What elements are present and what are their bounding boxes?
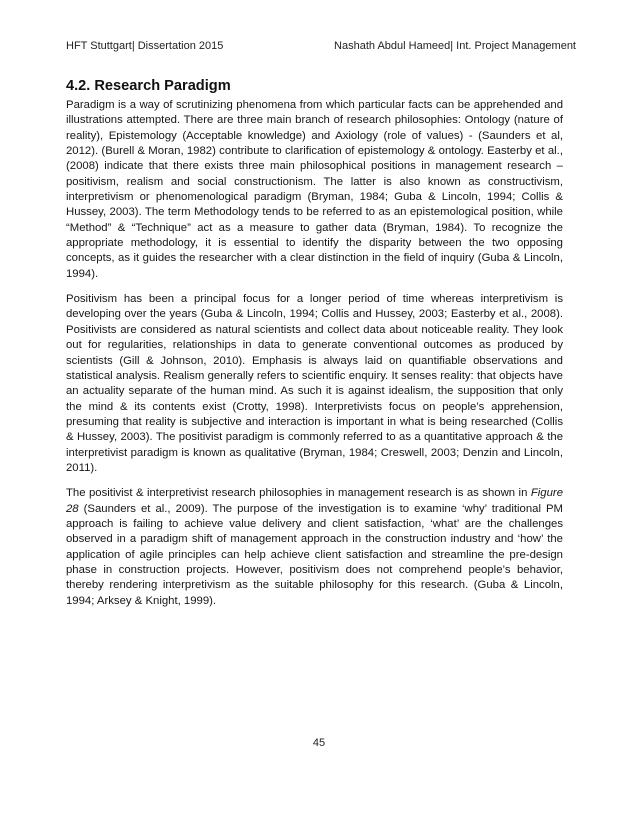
header-right-text: Nashath Abdul Hameed| Int. Project Management (334, 40, 576, 52)
paragraph-text-before-figure: The positivist & interpretivist research philosophies in management research is as shown in (66, 487, 531, 500)
paragraph-text-after-figure: (Saunders et al., 2009). The purpose of the investigation is to examine ‘why’ traditional PM approach is failing to achieve value delivery and client satisfaction, ‘what’ are the challenges observed in a paradigm shift of management approach in the construction industry and ‘how’ the application of agile principles can help achieve client satisfaction and streamline the pre-design phase in construction projects. However, positivism does not comprehend people’s behavior, thereby rendering interpretivism as the suitable philosophy for this research. (Guba & Lincoln, 1994; Arksey & Knight, 1999). (66, 502, 563, 607)
paragraph-philosophy-choice (66, 486, 563, 609)
figure-reference: Figure 28 (66, 487, 563, 515)
paragraph-positivism: Positivism has been a principal focus for a longer period of time whereas interpretivism is developing over the years (Guba & Lincoln, 1994; Collis and Hussey, 2003; Easterby et al., 2008). Positivists are considered as natural scientists and collect data about noticeable reality. They look out for regularities, relationships in data to generate conventional outcomes as produced by scientists (Gill & Johnson, 2010). Emphasis is always laid on quantifiable observations and statistical analysis. Realism generally refers to scientific enquiry. It senses reality: that objects have an actuality separate of the human mind. As such it is against idealism, the supposition that only the mind & its contents exist (Crotty, 1998). Interpretivists focus on people’s apprehension, presuming that reality is subjective and interaction is important in what is being researched (Collis & Hussey, 2003). The positivist paradigm is commonly referred to as a quantitative approach & the interpretivist paradigm is known as qualitative (Bryman, 1984; Creswell, 2003; Denzin and Lincoln, 2011). (66, 293, 563, 474)
page-content (66, 77, 563, 619)
paragraph-paradigm: Paradigm is a way of scrutinizing phenomena from which particular facts can be apprehended and illustrations attempted. There are three main branch of research philosophies: Ontology (nature of reality), Epistemology (Acceptable knowledge) and Axiology (role of values) - (Saunders et al, 2012). (Burell & Moran, 1982) contribute to clarification of epistemology & ontology. Easterby et al., (2008) indicate that there exists three main philosophical positions in management research – positivism, realism and social constructionism. The latter is also known as constructivism, interpretivism or phenomenological paradigm (Bryman, 1984; Guba & Lincoln, 1994; Collis & Hussey, 2003). The term Methodology tends to be referred to as an epistemological position, while “Method” & “Technique” act as a measure to gather data (Bryman, 1984). To recognize the appropriate methodology, it is essential to identify the disparity between the two opposing concepts, as it guides the researcher with a clear distinction in the field of inquiry (Guba & Lincoln, 1994). (66, 99, 563, 280)
section-title: 4.2. Research Paradigm (66, 78, 231, 94)
page-number: 45 (312, 737, 326, 749)
header-left-text: HFT Stuttgart| Dissertation 2015 (66, 40, 224, 52)
